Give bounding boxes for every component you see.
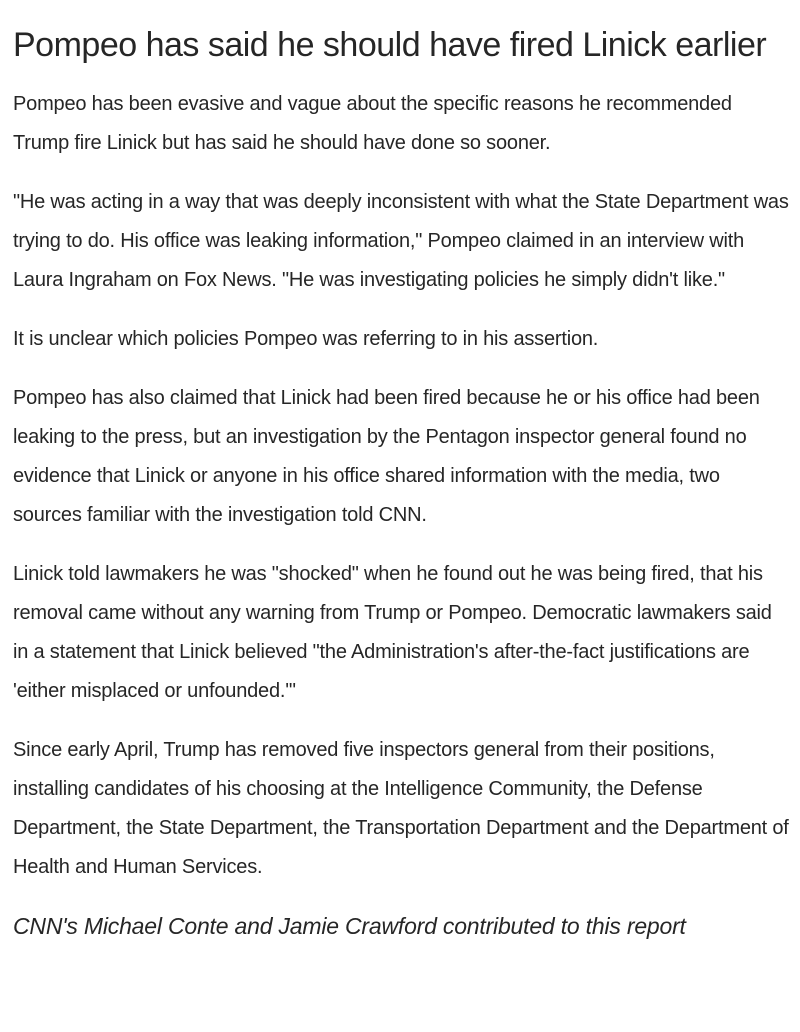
paragraph: Pompeo has also claimed that Linick had been fired because he or his office had been leaking to the press, but an investigation by the Pentagon inspector general found no evidence that Linick or anyone in his office shared information with the media, two sources familiar with the investigation told CNN. <box>13 387 760 526</box>
paragraph: Linick told lawmakers he was "shocked" when he found out he was being fired, that his removal came without any warning from Trump or Pompeo. Democratic lawmakers said in a statement that Linick believed "the Administration's after-the-fact justifications are 'either misplaced or unfounded.'" <box>13 563 772 702</box>
contributor-credit: CNN's Michael Conte and Jamie Crawford contributed to this report <box>13 913 686 939</box>
paragraph: Since early April, Trump has removed five inspectors general from their positions, installing candidates of his choosing at the Intelligence Community, the Defense Department, the State Department, the Transportation Department and the Department of Health and Human Services. <box>13 739 789 878</box>
paragraph: Pompeo has been evasive and vague about the specific reasons he recommended Trump fire Linick but has said he should have done so sooner. <box>13 93 732 154</box>
paragraph: "He was acting in a way that was deeply inconsistent with what the State Department was trying to do. His office was leaking information," Pompeo claimed in an interview with Laura Ingraham on Fox News. "He was investigating policies he simply didn't like." <box>13 191 789 291</box>
section-headline: Pompeo has said he should have fired Linick earlier <box>13 26 767 64</box>
paragraph: It is unclear which policies Pompeo was referring to in his assertion. <box>13 328 599 350</box>
article-body <box>13 26 791 946</box>
